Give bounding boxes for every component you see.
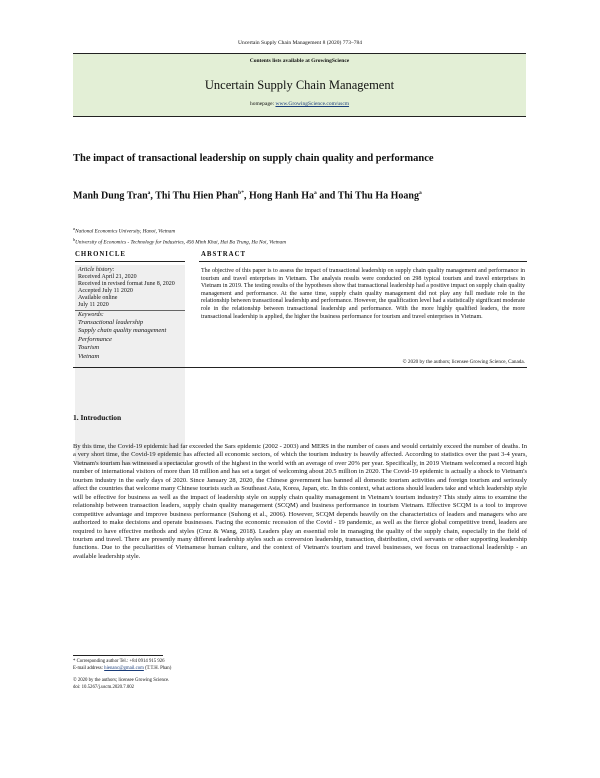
journal-name: Uncertain Supply Chain Management bbox=[204, 78, 395, 92]
author-affiliation-mark: b* bbox=[238, 190, 244, 196]
email-label: E-mail address: bbox=[73, 666, 105, 671]
journal-banner bbox=[73, 53, 526, 117]
keywords-label: Keywords: bbox=[78, 312, 104, 318]
author-affiliation-mark: a bbox=[147, 190, 151, 196]
homepage-prefix: homepage: bbox=[249, 101, 276, 107]
contents-line: Contents lists available at GrowingScience bbox=[249, 58, 350, 64]
paper-title: The impact of transactional leadership on supply chain quality and performance bbox=[73, 153, 434, 164]
affiliation bbox=[73, 226, 533, 235]
author-separator: and bbox=[316, 190, 338, 202]
corresponding-author-note: * Corresponding author Tel.: +84 0914 915 926 bbox=[73, 659, 165, 664]
history-entry: Received in revised format June 8, 2020 bbox=[78, 281, 175, 287]
author-separator: , bbox=[150, 190, 156, 202]
abstract-rule bbox=[199, 261, 527, 262]
email-link[interactable]: hienanc@gmail.com bbox=[104, 666, 144, 671]
author-name: Hong Hanh Ha bbox=[248, 190, 314, 202]
introduction-text: By this time, the Covid-19 epidemic had far exceeded the Sars epidemic (2002 - 2003) and MERS in the number of cases and would certainly exceed the number of deaths. In a very short time, the Covid-19 epidemic has affected all economic sectors, of which the tourism industry is heavily affected. According to statistics over the past 3-4 years, Vietnam's tourism has witnessed a spectacular growth of the highest in the world with an average of over 20% per year. Specifically, in 2019 Vietnam welcomed a record high number of international visitors of more than 18 million and has set a target of welcoming about 20.5 million in 2020. The Covid-19 epidemic is actually a shock to Vietnam's tourism industry in the early days of 2020. Since January 28, 2020, the Chinese government has banned all domestic tourism activities and foreign tourism and seriously affect the countries that welcome many Chinese tourists such as Southeast Asia, Korea, Japan, etc. In this context, what actions should leaders take and which leadership style will be effective for business as well as the impact of leadership style on supply chain quality management in Vietnam's tourism industry? This study aims to examine the relationship between transaction leaders, supply chain quality management (SCQM) and business performance in tourism Vietnam. Effective SCQM is a tool to improve competitive advantage and improve business performance (Suhong et al., 2006). However, SCQM depends heavily on the characteristics of leaders and managers who are authorized to make decisions and operate businesses. Facing the economic recession of the Covid - 19 pandemic, as well as the fierce global competitive trend, leaders are required to have effective methods and styles (Cruz & Wang, 2018). Leaders play an essential role in managing the quality of the supply chain, especially in the field of tourism and travel. There are presently many different leadership styles such as conversion leadership, transaction, distribution, civil servants or other supporting leadership functions. Due to the peculiarities of Vietnamese human culture, and the context of Vietnam's tourism and travel businesses, we focus on transactional leadership - an available leadership style. bbox=[73, 443, 527, 560]
homepage-line bbox=[73, 101, 526, 107]
author-name: Thi Thu Ha Hoang bbox=[337, 190, 419, 202]
history-entry: Available online bbox=[78, 295, 118, 301]
history-entry: July 11 2020 bbox=[78, 302, 109, 308]
article-history bbox=[75, 265, 185, 309]
info-divider bbox=[75, 310, 185, 311]
article-info-box bbox=[75, 265, 185, 465]
running-header: Uncertain Supply Chain Management 8 (2020) 773–784 bbox=[237, 40, 363, 46]
affiliation-mark: a bbox=[73, 226, 76, 231]
author-affiliation-mark: a bbox=[418, 190, 422, 196]
author-affiliation-mark: a bbox=[314, 190, 317, 196]
abstract-text: The objective of this paper is to assess the impact of transactional leadership on supply chain quality management and performance in tourism and travel enterprises in Vietnam. The analysis results were conducted on 298 typical tourism and travel enterprises in Vietnam in 2019. The testing results of the hypotheses show that transactional leadership had a positive impact on supply chain quality management and performance. At the same time, supply chain quality management did not play any full mediate role in the relationship between transactional leadership and performance. However, the qualification level had a statistically significant moderate role in the relationship between transactional leadership and performance. With the more highly qualified leaders, the more transactional leadership is applied, the higher the business performance for tourism and travel enterprises in Vietnam. bbox=[201, 268, 525, 320]
footnote-rule bbox=[73, 655, 163, 656]
email-note bbox=[73, 666, 373, 671]
license-note: © 2020 by the authors; licensee Growing Science. bbox=[73, 678, 170, 683]
history-label: Article history: bbox=[78, 267, 115, 273]
keyword: Transactional leadership bbox=[78, 319, 144, 326]
history-entry: Received April 21, 2020 bbox=[78, 274, 137, 280]
keyword: Performance bbox=[78, 335, 112, 343]
email-owner: (T.T.H. Phan) bbox=[143, 666, 172, 671]
affiliation-text: University of Economics - Technology for Industries, 456 Minh Khai, Hai Ba Trung, Ha Noi, Vietnam bbox=[75, 239, 286, 246]
front-matter-rule bbox=[73, 367, 527, 368]
author-separator: , bbox=[243, 190, 249, 202]
affiliation bbox=[73, 237, 533, 246]
author-name: Thi Thu Hien Phan bbox=[155, 190, 239, 202]
affiliation-text: National Economics University, Hanoi, Vietnam bbox=[75, 228, 176, 235]
author-name: Manh Dung Tran bbox=[73, 190, 148, 202]
history-entry: Accepted July 11 2020 bbox=[78, 288, 133, 294]
keywords-block bbox=[75, 312, 185, 361]
homepage-link[interactable]: www.GrowingScience.com/uscm bbox=[275, 101, 350, 107]
author-list bbox=[73, 190, 533, 201]
chronicle-heading: CHRONICLE bbox=[75, 251, 126, 258]
keyword: Supply chain quality management bbox=[78, 327, 167, 335]
chronicle-rule bbox=[75, 261, 185, 262]
abstract-copyright: © 2020 by the authors; licensee Growing Science, Canada. bbox=[402, 359, 525, 365]
section-heading: 1. Introduction bbox=[73, 413, 122, 422]
abstract-heading: ABSTRACT bbox=[201, 251, 247, 258]
doi-note: doi: 10.5267/j.uscm.2020.7.002 bbox=[73, 685, 135, 690]
keyword: Tourism bbox=[78, 344, 100, 352]
affiliation-mark: b bbox=[73, 237, 76, 242]
keyword: Vietnam bbox=[78, 352, 100, 360]
